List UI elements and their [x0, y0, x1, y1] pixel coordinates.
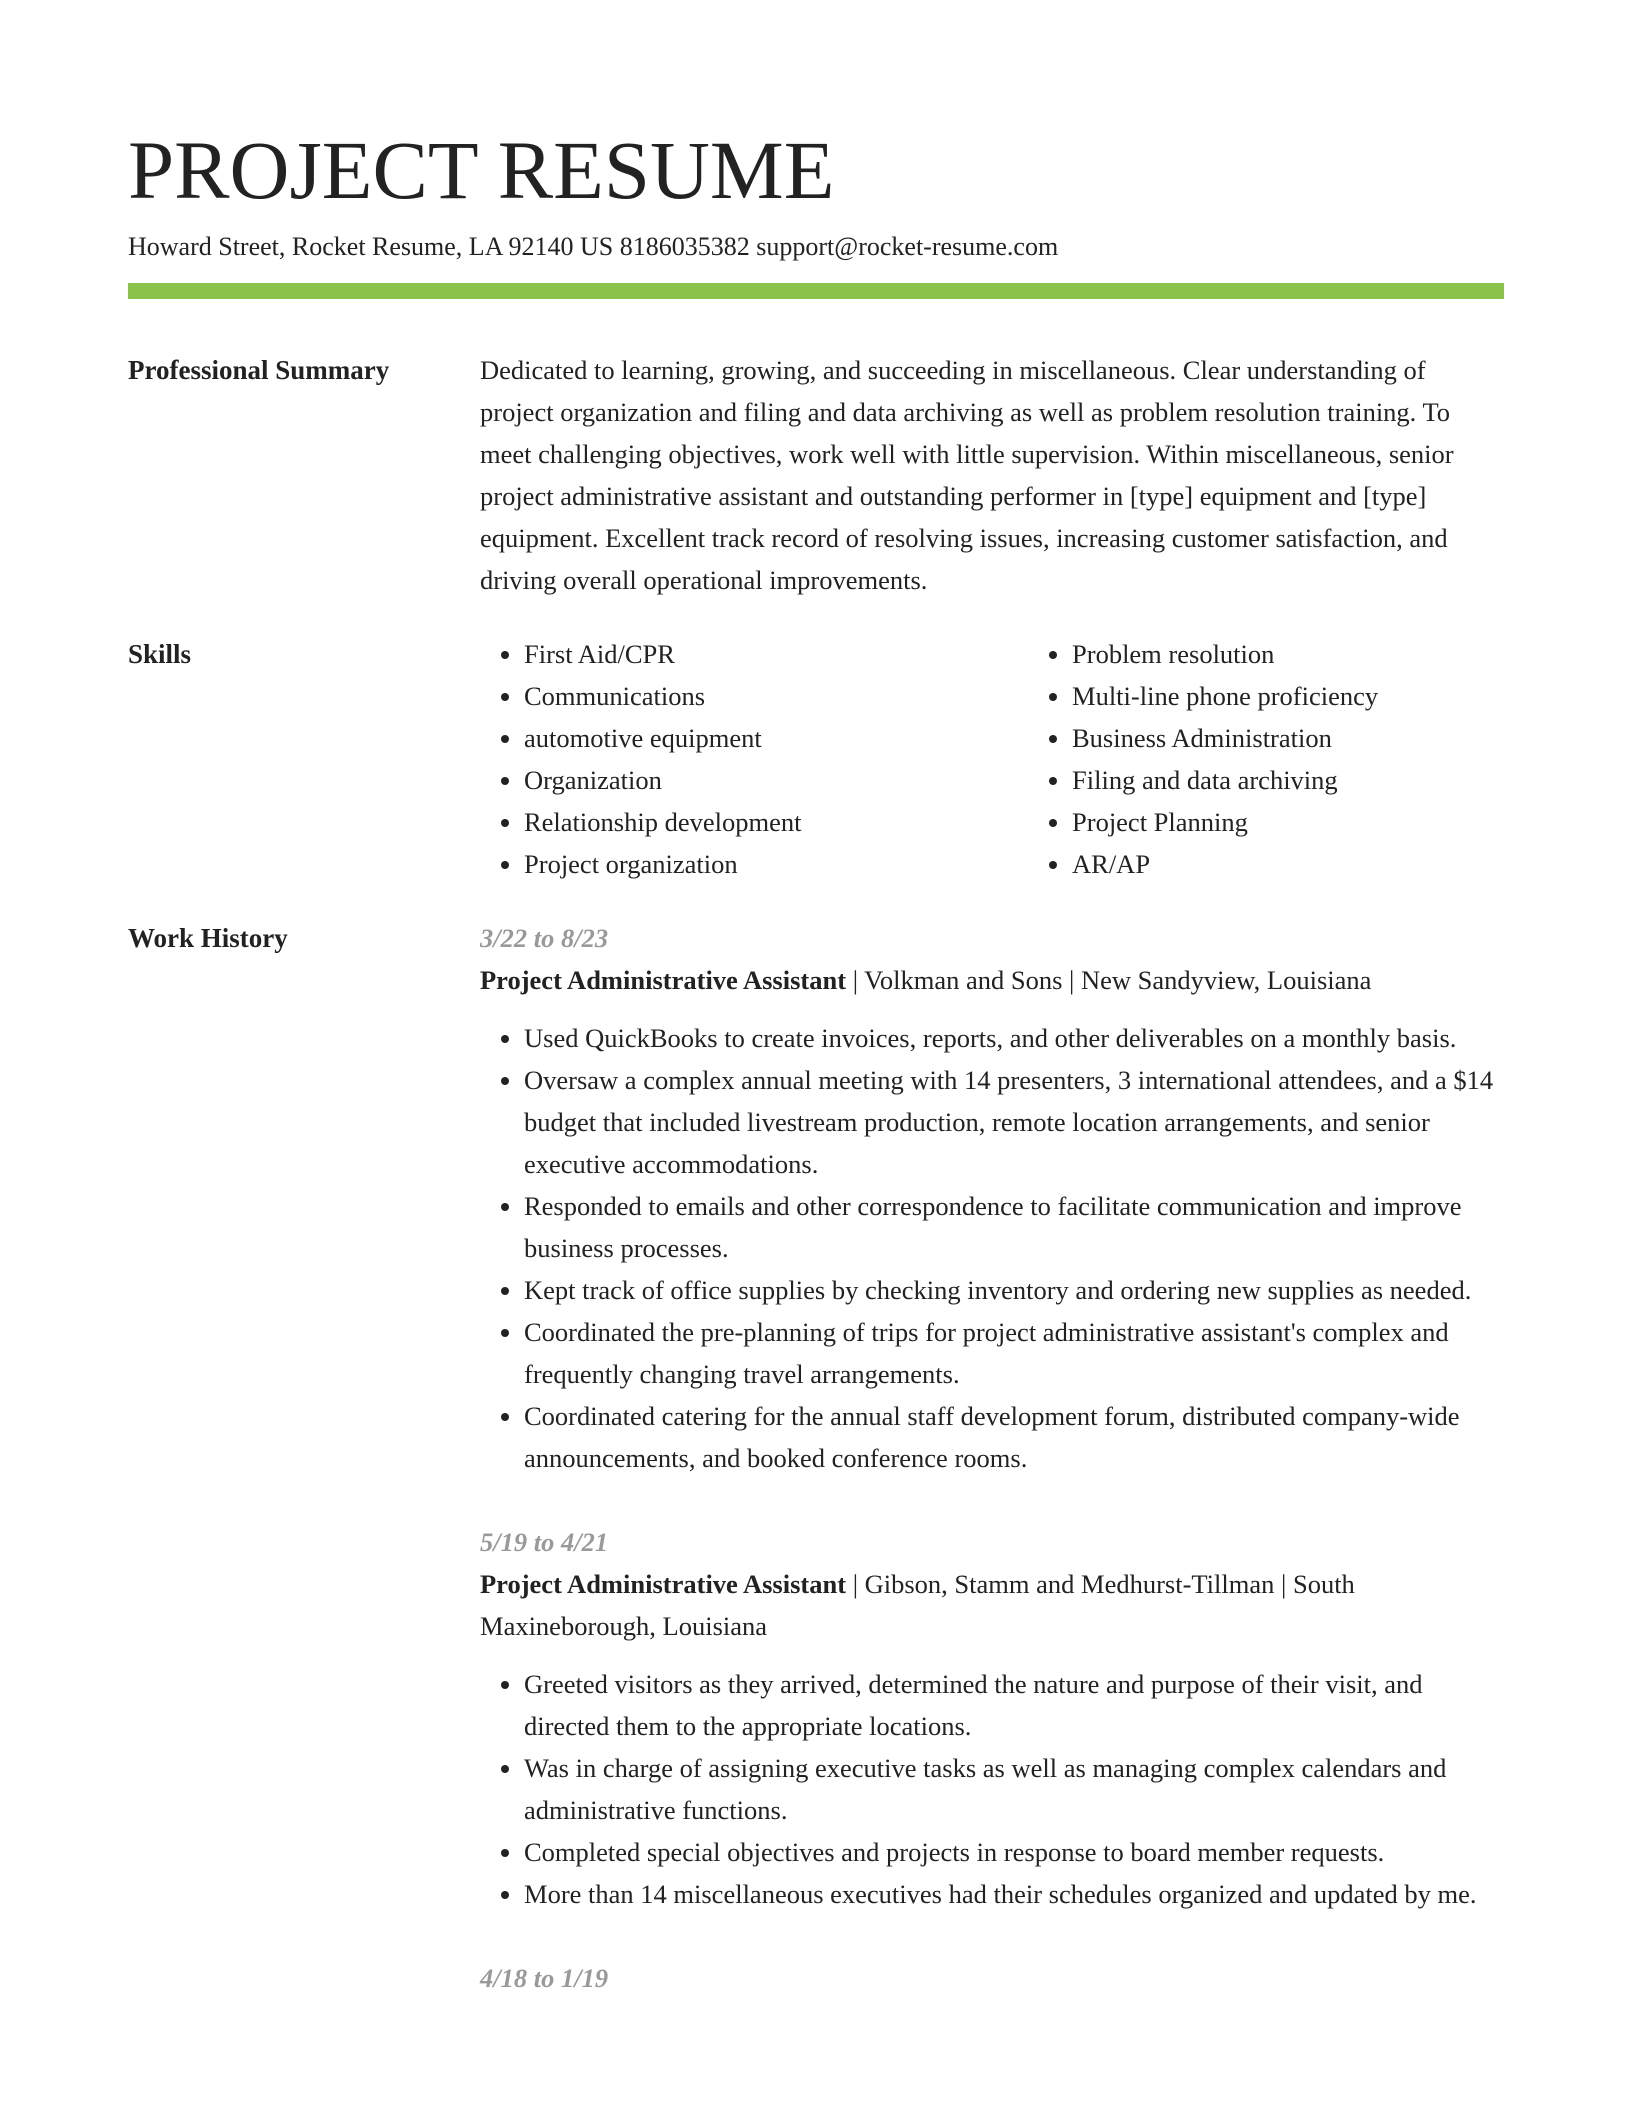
- skills-section: [128, 633, 1504, 885]
- summary-section: [128, 349, 1504, 601]
- job-heading: [480, 1563, 1504, 1647]
- skills-list-left: [480, 633, 1028, 885]
- job-entry: [480, 1521, 1504, 1915]
- skills-list-right: [1028, 633, 1576, 885]
- skill-item: • Project Planning: [1072, 801, 1576, 843]
- skill-item: • AR/AP: [1072, 843, 1576, 885]
- skill-item: • First Aid/CPR: [524, 633, 1028, 675]
- work-history-label: Work History: [128, 923, 288, 953]
- skill-item: • Multi-line phone proficiency: [1072, 675, 1576, 717]
- skills-columns: [480, 633, 1576, 885]
- job-bullet: • Greeted visitors as they arrived, determined the nature and purpose of their visit, and directed them to the appropriate locations.: [524, 1663, 1504, 1747]
- job-dates: 5/19 to 4/21: [480, 1527, 609, 1557]
- job-bullet: • Oversaw a complex annual meeting with 14 presenters, 3 international attendees, and a $14 budget that included livestream production, remote location arrangements, and senior executive accommodations.: [524, 1059, 1504, 1185]
- job-dates: 4/18 to 1/19: [480, 1963, 609, 1993]
- work-history-section: [128, 917, 1504, 2041]
- summary-label: Professional Summary: [128, 355, 390, 385]
- skill-item: • automotive equipment: [524, 717, 1028, 759]
- skills-label: Skills: [128, 639, 192, 669]
- skill-item: • Relationship development: [524, 801, 1028, 843]
- skill-item: • Business Administration: [1072, 717, 1576, 759]
- job-details: | Volkman and Sons | New Sandyview, Louisiana: [846, 965, 1372, 995]
- contact-email: support@rocket-resume.com: [756, 232, 1059, 261]
- summary-text: Dedicated to learning, growing, and succeeding in miscellaneous. Clear understanding of project organization and filing and data archiving as well as problem resolution training. To meet challenging objectives, work well with little supervision. Within miscellaneous, senior project administrative assistant and outstanding performer in [type] equipment and [type] equipment. Excellent track record of resolving issues, increasing customer satisfaction, and driving overall operational improvements.: [480, 355, 1454, 595]
- resume-page: [128, 122, 1504, 2041]
- contact-line: [128, 230, 1504, 264]
- job-bullet: • Used QuickBooks to create invoices, reports, and other deliverables on a monthly basis.: [524, 1017, 1504, 1059]
- job-bullet: • Completed special objectives and projects in response to board member requests.: [524, 1831, 1504, 1873]
- skill-item: • Project organization: [524, 843, 1028, 885]
- skill-item: • Problem resolution: [1072, 633, 1576, 675]
- job-dates: 3/22 to 8/23: [480, 923, 609, 953]
- job-title: Project Administrative Assistant: [480, 965, 847, 995]
- job-bullet: • More than 14 miscellaneous executives had their schedules organized and updated by me.: [524, 1873, 1504, 1915]
- job-bullet: • Coordinated the pre-planning of trips for project administrative assistant's complex and frequently changing travel arrangements.: [524, 1311, 1504, 1395]
- job-details: | Gibson, Stamm and Medhurst-Tillman | South Maxineborough, Louisiana: [480, 1569, 1355, 1641]
- job-entry: [480, 1957, 1504, 1999]
- job-title: Project Administrative Assistant: [480, 1569, 847, 1599]
- job-bullet: • Was in charge of assigning executive tasks as well as managing complex calendars and administrative functions.: [524, 1747, 1504, 1831]
- job-bullet-list: [480, 1017, 1504, 1479]
- contact-address: Howard Street, Rocket Resume, LA 92140 US: [128, 232, 614, 261]
- job-bullet: • Responded to emails and other correspondence to facilitate communication and improve business processes.: [524, 1185, 1504, 1269]
- job-entry: [480, 917, 1504, 1479]
- job-bullet: • Coordinated catering for the annual staff development forum, distributed company-wide announcements, and booked conference rooms.: [524, 1395, 1504, 1479]
- job-bullet-list: [480, 1663, 1504, 1915]
- resume-title: PROJECT RESUME: [128, 124, 835, 216]
- job-heading: [480, 959, 1504, 1001]
- job-bullet: • Kept track of office supplies by checking inventory and ordering new supplies as needed.: [524, 1269, 1504, 1311]
- header-divider: [128, 283, 1504, 299]
- skill-item: • Filing and data archiving: [1072, 759, 1576, 801]
- contact-phone: 8186035382: [619, 232, 750, 261]
- skill-item: • Communications: [524, 675, 1028, 717]
- work-history-body: [480, 917, 1504, 2041]
- skill-item: • Organization: [524, 759, 1028, 801]
